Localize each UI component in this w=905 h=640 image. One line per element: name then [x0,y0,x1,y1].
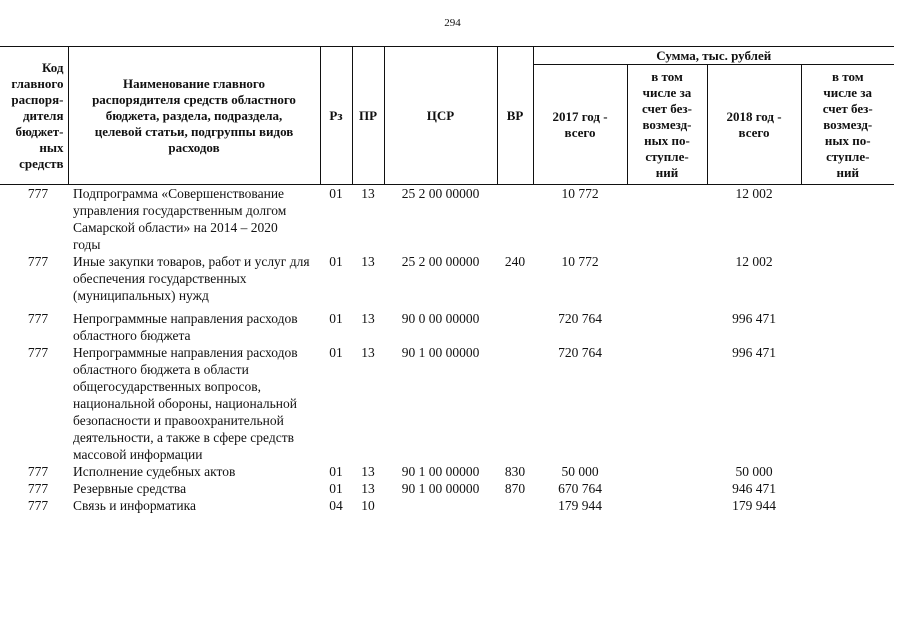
cell-rz: 01 [329,345,343,360]
cell-vr [497,344,533,463]
cell-2018-gratuitous [801,185,894,254]
cell-2018-gratuitous [801,253,894,304]
header-csr: ЦСР [384,47,497,185]
cell-2018-gratuitous [801,304,894,344]
cell-2017-gratuitous [627,480,707,497]
cell-code: 777 [27,311,49,326]
cell-csr: 25 2 00 00000 [401,186,480,201]
cell-name: Иные закупки товаров, работ и услуг для обеспечения государственных (муниципальных) нужд [73,254,310,303]
cell-vr [497,304,533,344]
cell-2017-gratuitous [627,497,707,514]
cell-2017-total: 10 772 [561,186,599,201]
cell-vr: 240 [504,254,526,269]
header-2018-gratuitous: в том числе за счет без-возмезд-ных по-ступле-ний [801,65,894,185]
cell-pr: 13 [361,254,375,269]
cell-2018-total: 996 471 [732,311,776,326]
cell-rz: 01 [329,254,343,269]
cell-csr: 90 1 00 00000 [401,464,480,479]
header-2018-total: 2018 год - всего [707,65,801,185]
cell-2017-gratuitous [627,344,707,463]
cell-name: Подпрограмма «Совершенствование управления государственным долгом Самарской области» на 2014 – 2020 годы [73,186,287,252]
header-pr: ПР [352,47,384,185]
cell-name: Резервные средства [73,481,187,496]
header-sum-group: Сумма, тыс. рублей [533,47,894,65]
cell-csr [384,497,497,514]
cell-2017-gratuitous [627,185,707,254]
cell-2018-total: 50 000 [735,464,773,479]
header-vr: ВР [497,47,533,185]
table-row [0,480,894,497]
cell-code: 777 [27,464,49,479]
cell-2017-total: 720 764 [558,345,602,360]
cell-pr: 10 [361,498,375,513]
cell-vr [497,497,533,514]
table-body [0,185,894,515]
table-row [0,463,894,480]
header-2017-gratuitous: в том числе за счет без-возмезд-ных по-ступле-ний [627,65,707,185]
cell-vr [497,185,533,254]
cell-csr: 90 0 00 00000 [401,311,480,326]
cell-2017-total: 720 764 [558,311,602,326]
cell-2018-gratuitous [801,463,894,480]
cell-pr: 13 [361,464,375,479]
cell-2017-gratuitous [627,304,707,344]
cell-2018-gratuitous [801,344,894,463]
cell-csr: 25 2 00 00000 [401,254,480,269]
cell-code: 777 [27,481,49,496]
cell-rz: 01 [329,464,343,479]
cell-2018-total: 12 002 [735,254,773,269]
cell-rz: 01 [329,311,343,326]
table-header [0,47,894,185]
header-name: Наименование главного распорядителя средств областного бюджета, раздела, подраздела, целевой статьи, подгруппы видов расходов [68,47,320,185]
header-rz: Рз [320,47,352,185]
cell-2017-gratuitous [627,463,707,480]
cell-code: 777 [27,254,49,269]
cell-2017-total: 179 944 [558,498,602,513]
table-row [0,253,894,304]
cell-code: 777 [27,345,49,360]
cell-2018-total: 996 471 [732,345,776,360]
cell-vr: 870 [504,481,526,496]
cell-code: 777 [27,186,49,201]
cell-2017-gratuitous [627,253,707,304]
cell-name: Исполнение судебных актов [73,464,236,479]
cell-2018-gratuitous [801,480,894,497]
cell-pr: 13 [361,481,375,496]
cell-csr: 90 1 00 00000 [401,345,480,360]
budget-table [0,46,894,514]
cell-vr: 830 [504,464,526,479]
table-row [0,497,894,514]
cell-name: Непрограммные направления расходов областного бюджета в области общегосударственных вопросов, национальной обороны, национальной безопасности и правоохранительной деятельности, а также в сфере средств массовой информации [73,345,298,462]
cell-2018-gratuitous [801,497,894,514]
table-row [0,304,894,344]
cell-rz: 04 [329,498,343,513]
cell-pr: 13 [361,186,375,201]
cell-pr: 13 [361,311,375,326]
page-number: 294 [444,17,461,29]
cell-code: 777 [27,498,49,513]
table-row [0,344,894,463]
cell-csr: 90 1 00 00000 [401,481,480,496]
header-2017-total: 2017 год - всего [533,65,627,185]
cell-2018-total: 179 944 [732,498,776,513]
cell-pr: 13 [361,345,375,360]
cell-2017-total: 670 764 [558,481,602,496]
cell-rz: 01 [329,186,343,201]
cell-2017-total: 10 772 [561,254,599,269]
cell-rz: 01 [329,481,343,496]
table-row [0,185,894,254]
cell-name: Связь и информатика [73,498,196,513]
header-code: Код главного распоря- дителя бюджет- ных средств [0,47,68,185]
cell-2017-total: 50 000 [561,464,599,479]
cell-2018-total: 12 002 [735,186,773,201]
cell-2018-total: 946 471 [732,481,776,496]
cell-name: Непрограммные направления расходов областного бюджета [73,311,298,343]
